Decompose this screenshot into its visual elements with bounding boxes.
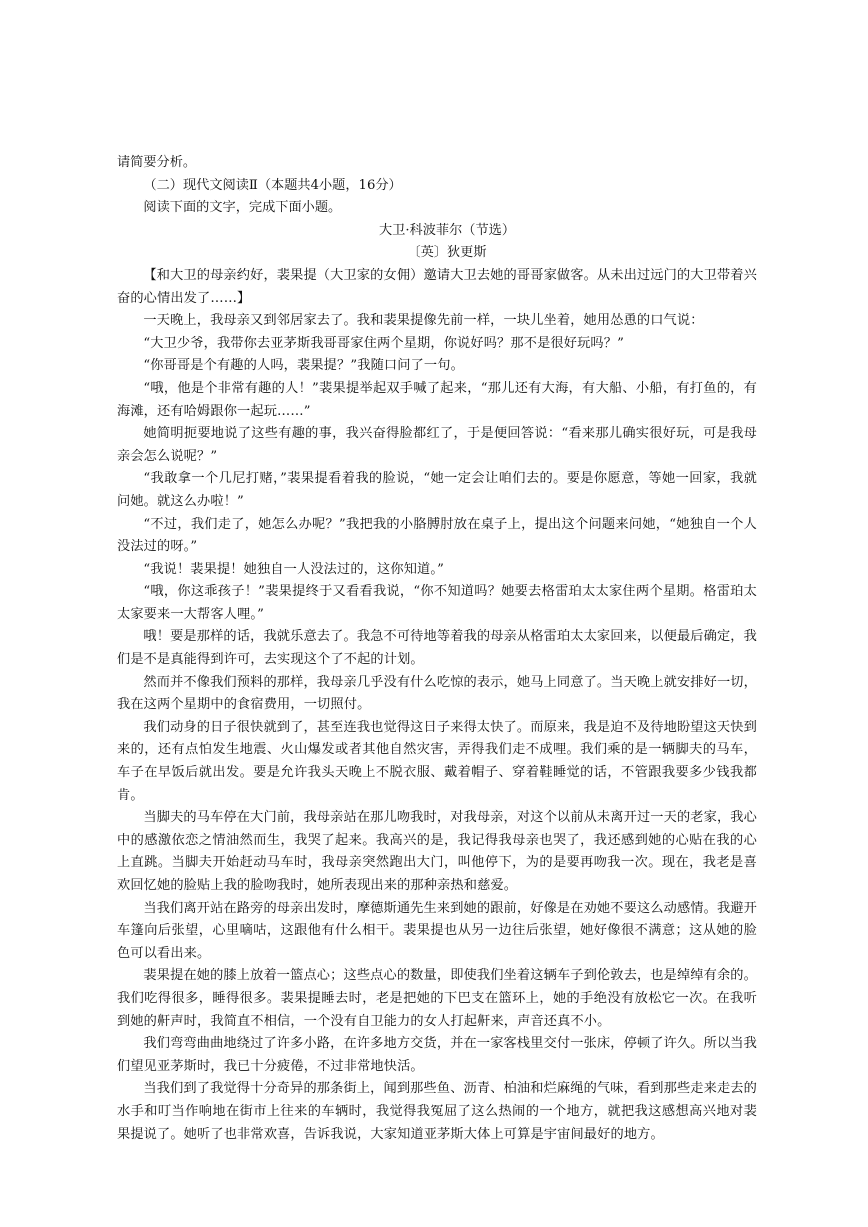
paragraph: 我们动身的日子很快就到了，甚至连我也觉得这日子来得太快了。而原来，我是迫不及待地盼望这天快到来的，还有点怕发生地震、火山爆发或者其他自然灾害，弄得我们走不成哩。我们乘的是一辆脚夫的马车，车子在早饭后就出发。要是允许我头天晚上不脱衣服、戴着帽子、穿着鞋睡觉的话，不管跟我要多少钱我都肯。 — [117, 719, 757, 803]
paragraph: “不过，我们走了，她怎么办呢？”我把我的小胳膊肘放在桌子上，提出这个问题来问她，“她独自一个人没法过的呀。” — [117, 516, 757, 555]
document-page — [117, 152, 757, 1146]
intro-line: 请简要分析。 — [117, 155, 197, 170]
section-heading: （二）现代文阅读Ⅱ（本题共4小题，16分） — [143, 177, 402, 193]
paragraph: “你哥哥是个有趣的人吗，裴果提？”我随口问了一句。 — [143, 358, 464, 374]
paragraph-summary: 【和大卫的母亲约好，裴果提（大卫家的女佣）邀请大卫去她的哥哥家做客。从未出过远门的大卫带着兴奋的心情出发了……】 — [117, 267, 757, 306]
paragraph: 裴果提在她的膝上放着一篮点心；这些点心的数量，即使我们坐着这辆车子到伦敦去，也是绰绰有余的。我们吃得很多，睡得很多。裴果提睡去时，老是把她的下巴支在篮环上，她的手绝没有放松它一次。在我听到她的鼾声时，我简直不相信，一个没有自卫能力的女人打起鼾来，声音还真不小。 — [117, 968, 757, 1029]
paragraph: “我说！裴果提！她独自一人没法过的，这你知道。” — [143, 561, 444, 577]
passage-author: 〔英〕狄更斯 — [407, 245, 487, 261]
paragraph: “哦，你这乖孩子！”裴果提终于又看看我说，“你不知道吗？她要去格雷珀太太家住两个星期。格雷珀太太家要来一大帮客人哩。” — [117, 584, 757, 622]
paragraph: 哦！要是那样的话，我就乐意去了。我急不可待地等着我的母亲从格雷珀太太家回来，以便最后确定，我们是不是真能得到许可，去实现这个了不起的计划。 — [117, 629, 757, 668]
paragraph: 当我们离开站在路旁的母亲出发时，摩德斯通先生来到她的跟前，好像是在劝她不要这么动感情。我避开车篷向后张望，心里嘀咕，这跟他有什么相干。裴果提也从另一边往后张望，她好像很不满意；这从她的脸色可以看出来。 — [117, 900, 757, 961]
paragraph: 然而并不像我们预料的那样，我母亲几乎没有什么吃惊的表示，她马上同意了。当天晚上就安排好一切，我在这两个星期中的食宿费用，一切照付。 — [117, 674, 757, 713]
paragraph: “我敢拿一个几尼打赌，”裴果提看着我的脸说，“她一定会让咱们去的。要是你愿意，等她一回家，我就问她。就这么办啦！” — [117, 471, 757, 509]
paragraph: 我们弯弯曲曲地绕过了许多小路，在许多地方交货，并在一家客栈里交付一张床，停顿了许久。所以当我们望见亚茅斯时，我已十分疲倦，不过非常地快活。 — [117, 1036, 757, 1074]
passage-title: 大卫·科波菲尔（节选） — [378, 222, 516, 238]
reading-instruction: 阅读下面的文字，完成下面小题。 — [143, 200, 342, 216]
paragraph: 当我们到了我觉得十分奇异的那条街上，闻到那些鱼、沥青、柏油和烂麻绳的气味，看到那些走来走去的水手和叮当作响地在街市上往来的车辆时，我觉得我冤屈了这么热闹的一个地方，就把我这感想高兴地对裴果提说了。她听了也非常欢喜，告诉我说，大家知道亚茅斯大体上可算是宇宙间最好的地方。 — [117, 1081, 757, 1142]
paragraph: 她简明扼要地说了这些有趣的事，我兴奋得脸都红了，于是便回答说：“看来那儿确实很好玩，可是我母亲会怎么说呢？” — [117, 426, 757, 464]
paragraph: “哦，他是个非常有趣的人！”裴果提举起双手喊了起来，“那儿还有大海，有大船、小船，有打鱼的，有海滩，还有哈姆跟你一起玩……” — [117, 380, 757, 419]
paragraph: 一天晚上，我母亲又到邻居家去了。我和裴果提像先前一样，一块儿坐着，她用怂恿的口气说： — [143, 313, 704, 329]
paragraph: “大卫少爷，我带你去亚茅斯我哥哥家住两个星期，你说好吗？那不是很好玩吗？” — [143, 335, 624, 351]
paragraph: 当脚夫的马车停在大门前，我母亲站在那儿吻我时，对我母亲，对这个以前从未离开过一天的老家，我心中的感激依恋之情油然而生，我哭了起来。我高兴的是，我记得我母亲也哭了，我还感到她的心贴在我的心上直跳。当脚夫开始赶动马车时，我母亲突然跑出大门，叫他停下，为的是要再吻我一次。现在，我老是喜欢回忆她的脸贴上我的脸吻我时，她所表现出来的那种亲热和慈爱。 — [117, 810, 757, 893]
